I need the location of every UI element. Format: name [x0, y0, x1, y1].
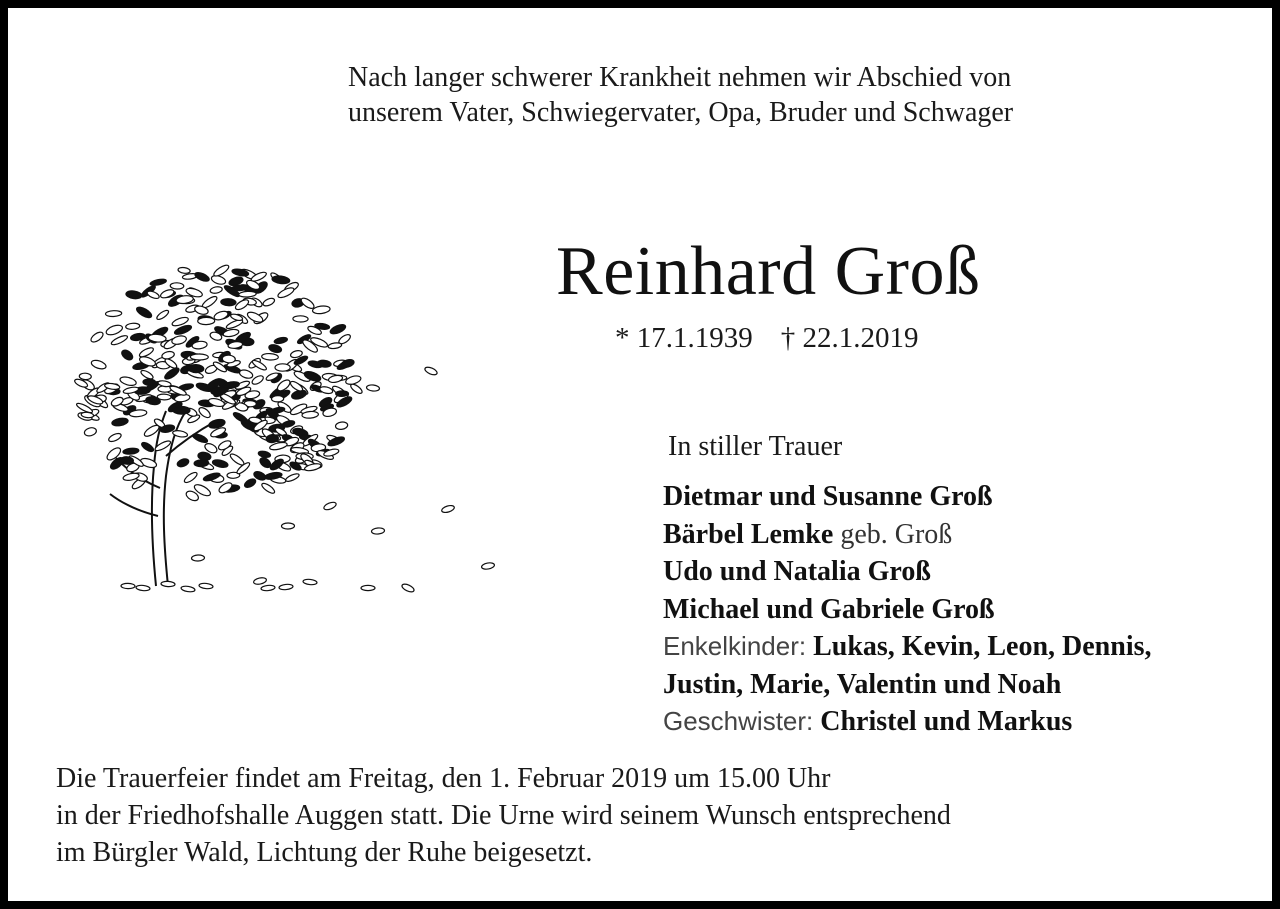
birth-date: * 17.1.1939 — [615, 322, 753, 354]
family-line — [663, 628, 1263, 666]
mourning-label: In stiller Trauer — [668, 431, 843, 462]
siblings-names: Christel und Markus — [820, 706, 1073, 737]
deceased-name: Reinhard Groß — [556, 233, 981, 310]
maiden-name-note: geb. Groß — [840, 518, 953, 550]
windswept-tree-icon — [48, 226, 498, 604]
intro-line-1: Nach langer schwerer Krankheit nehmen wir Abschied von — [348, 62, 1012, 93]
family-line — [663, 516, 1263, 554]
family-member: Bärbel Lemke — [663, 518, 834, 550]
grandchildren-label: Enkelkinder: — [663, 631, 807, 661]
family-line — [663, 703, 1263, 741]
family-member: Udo und Natalia Groß — [663, 556, 931, 587]
death-date: † 22.1.2019 — [780, 322, 919, 354]
funeral-line-1: Die Trauerfeier findet am Freitag, den 1. Februar 2019 um 15.00 Uhr — [56, 763, 831, 794]
life-dates — [615, 320, 919, 356]
family-line — [663, 553, 1263, 591]
funeral-line-2: in der Friedhofshalle Auggen statt. Die Urne wird seinem Wunsch entsprechend — [56, 800, 951, 831]
family-member: Michael und Gabriele Groß — [663, 593, 995, 625]
intro-text — [348, 60, 1248, 130]
intro-line-2: unserem Vater, Schwiegervater, Opa, Bruder und Schwager — [348, 97, 1014, 128]
family-line — [663, 478, 1263, 516]
family-member: Dietmar und Susanne Groß — [663, 481, 993, 512]
funeral-line-3: im Bürgler Wald, Lichtung der Ruhe beigesetzt. — [56, 837, 593, 868]
family-line — [663, 591, 1263, 629]
family-list — [663, 478, 1263, 741]
funeral-details — [56, 760, 1236, 871]
family-line — [663, 666, 1263, 704]
grandchildren-names: Justin, Marie, Valentin und Noah — [663, 668, 1062, 700]
grandchildren-names: Lukas, Kevin, Leon, Dennis, — [813, 631, 1152, 662]
siblings-label: Geschwister: — [663, 706, 814, 736]
